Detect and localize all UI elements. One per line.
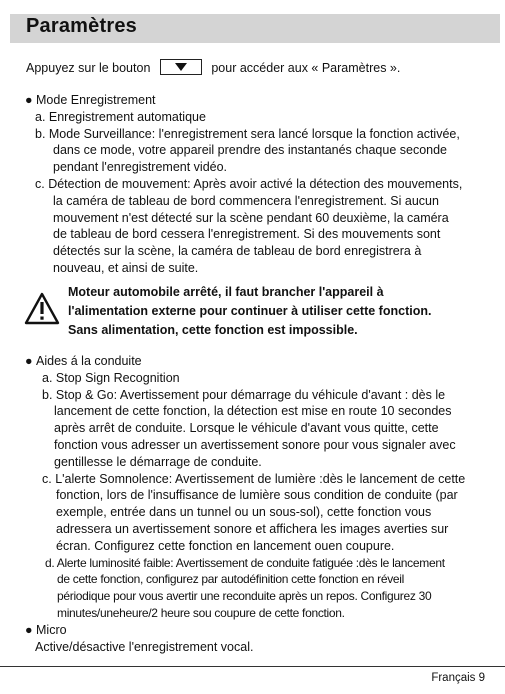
aides-item-b: b. Stop & Go: Avertissement pour démarrage du véhicule d'avant : dès le lancement de cette fonction, la détection est mise en route 10 secondes après arrêt de conduite. Lorsque le véhicule d'avant vous quitte, cette fonction vous adresser un avertissement sonore pour vous signaler avec gentillesse le démarrage de conduite. xyxy=(42,387,456,469)
section-aides xyxy=(25,353,465,622)
section-micro xyxy=(25,622,253,656)
mode-item-c: c. Détection de mouvement: Après avoir activé la détection des mouvements, la caméra de tableau de bord commencera l'enregistrement. Si aucun mouvement n'est détecté sur la scène pendant 60 deuxième, la caméra de tableau de bord cessera l'enregistrement. Si des mouvements sont détectés sur la scène, la caméra de tableau de bord enregistrera à nouveau, et ainsi de suite. xyxy=(35,176,463,275)
bullet-icon: ● xyxy=(25,93,33,107)
section-heading-micro: ● Micro xyxy=(25,623,67,637)
intro-before: Appuyez sur le bouton xyxy=(26,61,151,75)
aides-item-c: c. L'alerte Somnolence: Avertissement de lumière :dès le lancement de cette fonction, lors de l'insuffisance de lumière sous condition de conduite (par exemple, entrée dans un tunnel ou un sous-sol), cette fonction vous adressera un avertissement sonore et affichera les images averties sur écran. Configurez cette fonction en lancement ouen coupure. xyxy=(42,471,466,553)
mode-item-b: b. Mode Surveillance: l'enregistrement sera lancé lorsque la fonction activée, dans ce mode, votre appareil prendre des instantanés chaque seconde pendant l'enregistrement vidéo. xyxy=(35,126,460,175)
section-mode xyxy=(25,92,462,277)
footer-divider xyxy=(0,666,505,667)
intro-line xyxy=(26,59,400,77)
page-number: Français 9 xyxy=(431,672,485,684)
bullet-icon: ● xyxy=(25,623,33,637)
bullet-icon: ● xyxy=(25,354,33,368)
aides-item-d: d. Alerte luminosité faible: Avertissement de conduite fatiguée :dès le lancement de cette fonction, configurez par autodéfinition cette fonction en réveil périodique pour vous avertir une reconduite après un repos. Configurez 30 minutes/uneheure/2 heure sou coupure de cette fonction. xyxy=(45,555,445,620)
aides-item-a: a. Stop Sign Recognition xyxy=(42,370,180,385)
section-heading-mode: ● Mode Enregistrement xyxy=(25,93,156,107)
mode-item-a: a. Enregistrement automatique xyxy=(35,109,206,124)
page-title: Paramètres xyxy=(26,15,137,37)
warning-icon xyxy=(24,292,60,326)
micro-text: Active/désactive l'enregistrement vocal. xyxy=(35,639,254,654)
down-button-icon xyxy=(160,59,202,75)
section-heading-aides: ● Aides á la conduite xyxy=(25,354,142,368)
warning-text: Moteur automobile arrêté, il faut brancher l'appareil à l'alimentation externe pour continuer à utiliser cette fonction. Sans alimentation, cette fonction est impossible. xyxy=(68,285,432,337)
intro-after: pour accéder aux « Paramètres ». xyxy=(211,61,401,75)
